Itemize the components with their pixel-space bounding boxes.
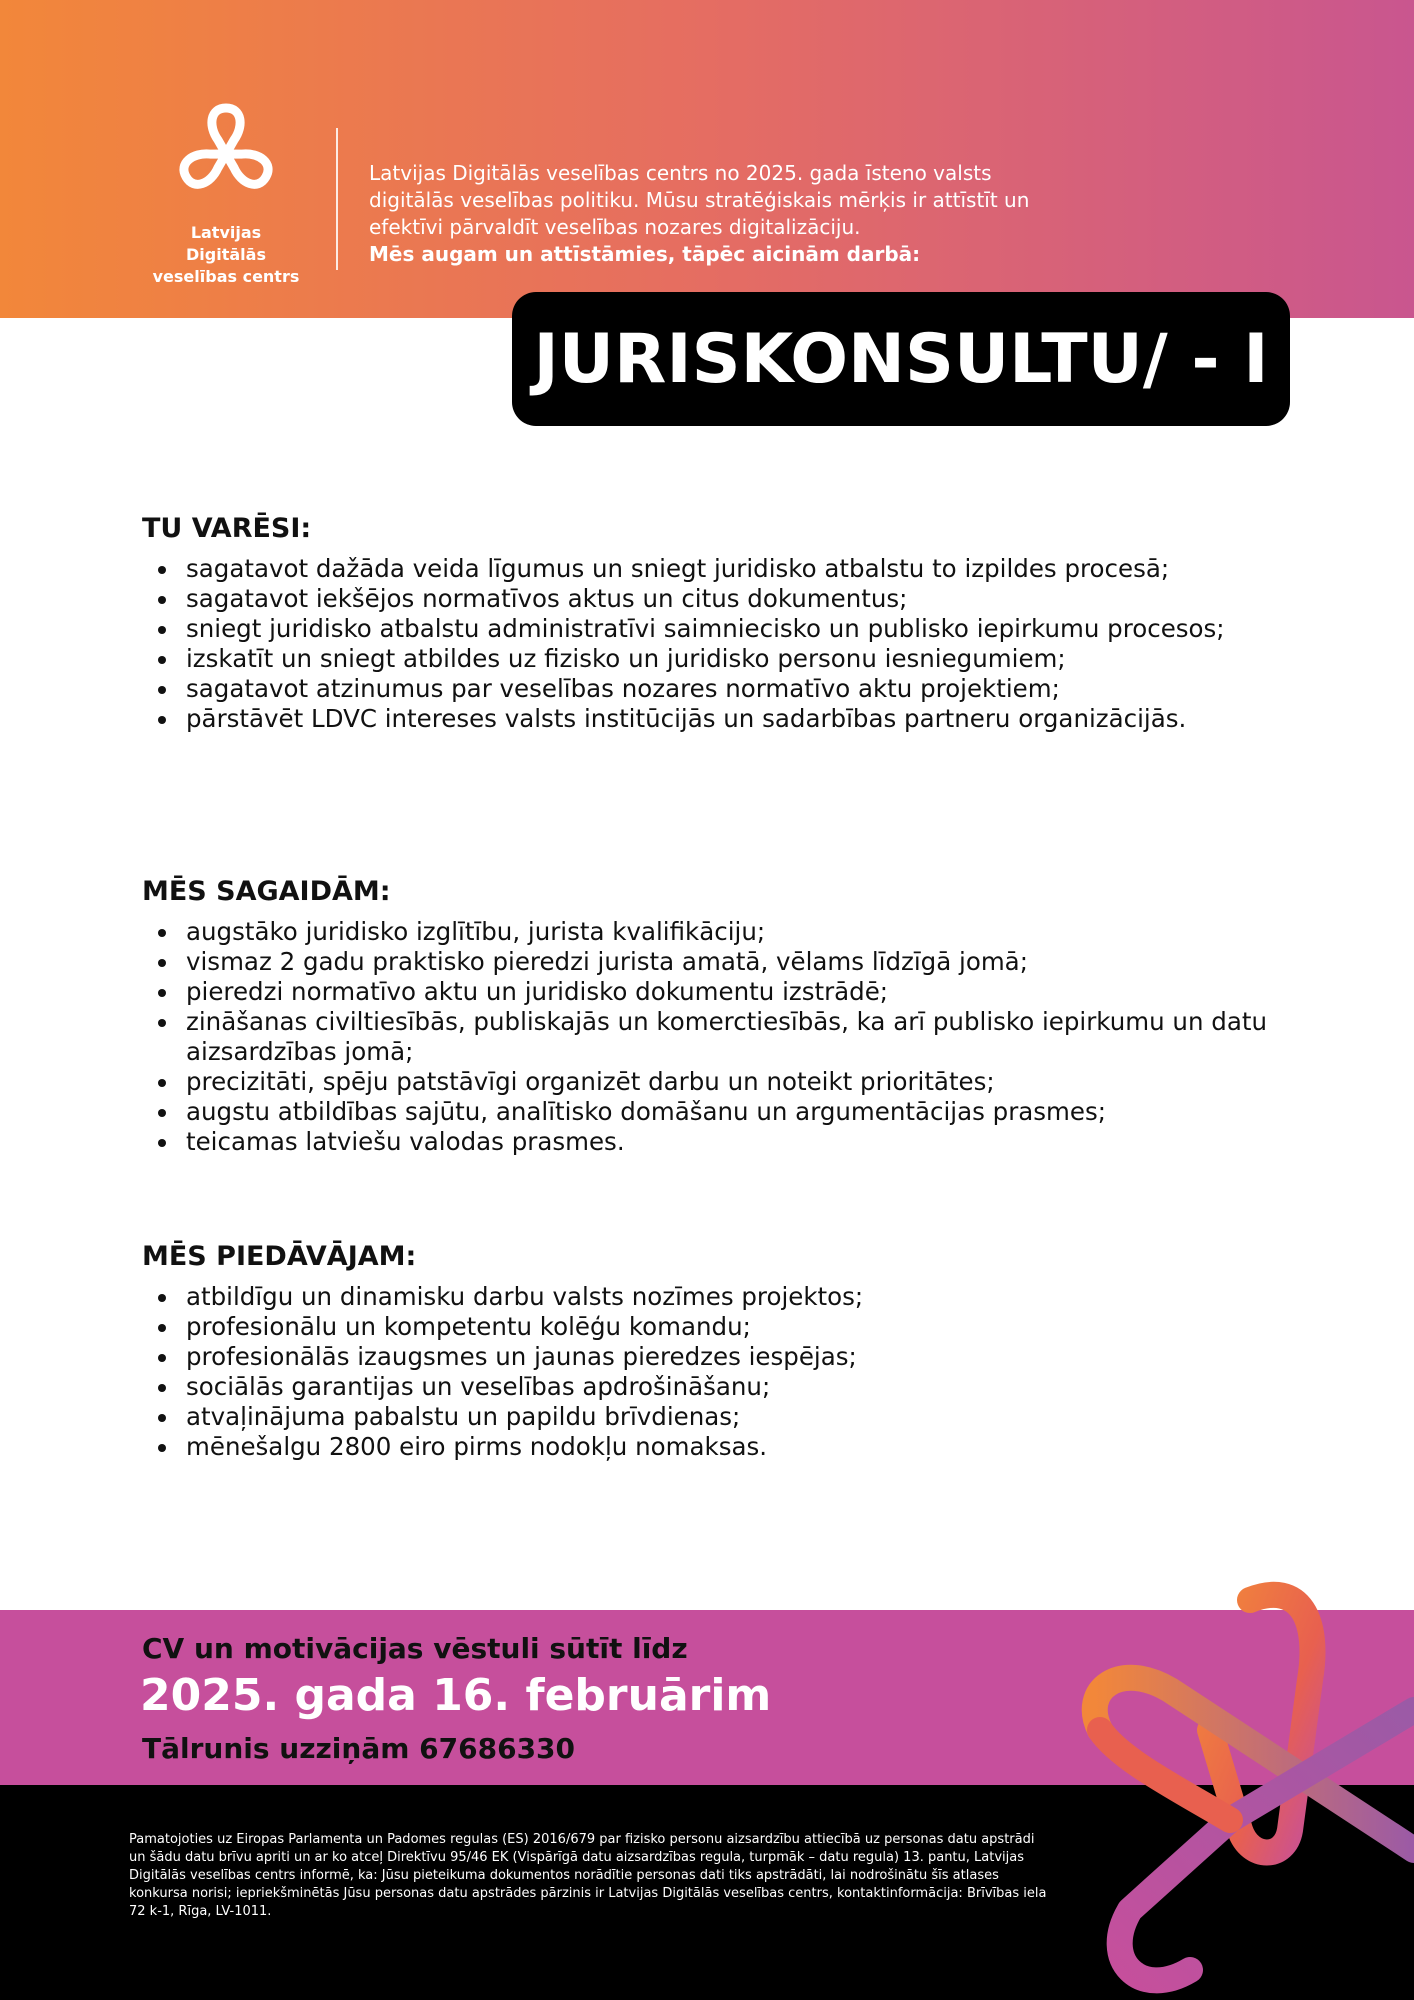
requirements-list [142, 917, 1302, 1157]
logo-text: Latvijas Digitālās veselības centrs [152, 223, 300, 286]
list-item: augstu atbildības sajūtu, analītisko domāšanu un argumentācijas prasmes; [142, 1097, 1302, 1127]
gdpr-notice: Pamatojoties uz Eiropas Parlamenta un Padomes regulas (ES) 2016/679 par fizisko personu aizsardzību attiecībā uz personas datu apstrādi un šādu datu brīvu apriti un ar ko atceļ Direktīvu 95/46 EK (Vispārīgā datu aizsardzības regula, turpmāk – datu regula) 13. pantu, Latvijas Digitālās veselības centrs informē, ka: Jūsu pieteikuma dokumentos norādītie personas dati tiks apstrādāti, lai nodrošinātu šīs atlases konkursa norisi; iepriekšminētās Jūsu personas datu apstrādes pārzinis ir Latvijas Digitālās veselības centrs, kontaktinformācija: Brīvības iela 72 k-1, Rīga, LV-1011. [129, 1832, 1047, 1919]
list-item: vismaz 2 gadu praktisko pieredzi jurista amatā, vēlams līdzīgā jomā; [142, 947, 1302, 977]
header-banner [0, 0, 1414, 318]
list-item: precizitāti, spēju patstāvīgi organizēt darbu un noteikt prioritātes; [142, 1067, 1302, 1097]
list-item: pieredzi normatīvo aktu un juridisko dokumentu izstrādē; [142, 977, 1302, 1007]
header-divider [336, 128, 338, 270]
contact-phone: Tālrunis uzziņām 67686330 [142, 1732, 576, 1765]
list-item: profesionālu un kompetentu kolēģu komandu; [142, 1312, 1302, 1342]
cta-instruction: CV un motivācijas vēstuli sūtīt līdz [142, 1632, 688, 1665]
intro-text-block [369, 160, 1049, 268]
list-item: augstāko juridisko izglītību, jurista kvalifikāciju; [142, 917, 1302, 947]
list-item: sagatavot iekšējos normatīvos aktus un citus dokumentus; [142, 584, 1302, 614]
job-title-box [512, 292, 1290, 426]
job-title: JURISKONSULTU/ - I [533, 319, 1269, 399]
intro-paragraph: Latvijas Digitālās veselības centrs no 2025. gada īsteno valsts digitālās veselības politiku. Mūsu stratēģiskais mērķis ir attīstīt un efektīvi pārvaldīt veselības nozares digitalizāciju. [369, 161, 1030, 239]
requirements-section [142, 876, 1302, 1157]
list-item: sagatavot atzinumus par veselības nozares normatīvo aktu projektiem; [142, 674, 1302, 704]
duties-section [142, 513, 1302, 734]
list-item: sagatavot dažāda veida līgumus un sniegt juridisko atbalstu to izpildes procesā; [142, 554, 1302, 584]
organization-logo [150, 98, 302, 288]
duties-list [142, 554, 1302, 734]
list-item: sociālās garantijas un veselības apdrošināšanu; [142, 1372, 1302, 1402]
list-item: atbildīgu un dinamisku darbu valsts nozīmes projektos; [142, 1282, 1302, 1312]
list-item: zināšanas civiltiesībās, publiskajās un komerctiesībās, ka arī publisko iepirkumu un datu aizsardzības jomā; [142, 1007, 1302, 1067]
requirements-heading: MĒS SAGAIDĀM: [142, 876, 391, 907]
list-item: mēnešalgu 2800 eiro pirms nodokļu nomaksas. [142, 1432, 1302, 1462]
offer-list [142, 1282, 1302, 1462]
decorative-star-icon [1060, 1560, 1414, 2000]
offer-heading: MĒS PIEDĀVĀJAM: [142, 1241, 417, 1272]
application-deadline: 2025. gada 16. februārim [140, 1670, 772, 1721]
intro-invitation: Mēs augam un attīstāmies, tāpēc aicinām darbā: [369, 242, 921, 266]
list-item: pārstāvēt LDVC intereses valsts institūcijās un sadarbības partneru organizācijās. [142, 704, 1302, 734]
list-item: izskatīt un sniegt atbildes uz fizisko un juridisko personu iesniegumiem; [142, 644, 1302, 674]
list-item: profesionālās izaugsmes un jaunas pieredzes iespējas; [142, 1342, 1302, 1372]
list-item: sniegt juridisko atbalstu administratīvi saimniecisko un publisko iepirkumu procesos; [142, 614, 1302, 644]
list-item: teicamas latviešu valodas prasmes. [142, 1127, 1302, 1157]
star-logo-icon [174, 98, 278, 210]
offer-section [142, 1241, 1302, 1462]
list-item: atvaļinājuma pabalstu un papildu brīvdienas; [142, 1402, 1302, 1432]
duties-heading: TU VARĒSI: [142, 513, 312, 544]
